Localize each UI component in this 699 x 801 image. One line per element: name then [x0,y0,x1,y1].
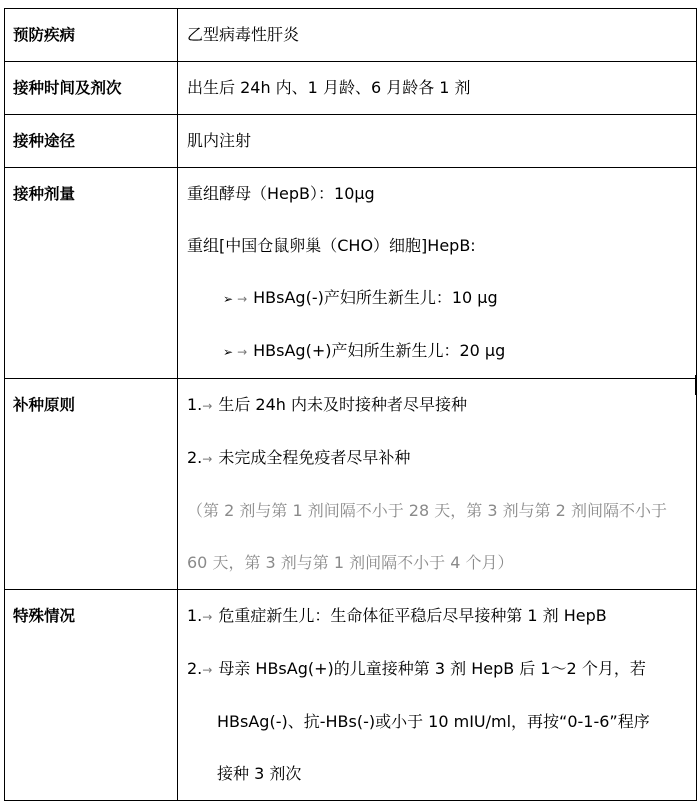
table-row [5,168,697,379]
row-label [5,62,178,115]
item-number: 2. [187,448,203,467]
label-prevent-disease: 预防疾病 [13,26,76,44]
special-item-1 [187,590,696,643]
catchup-item-1 [187,379,696,432]
row-value [178,62,697,115]
catchup-item-2 [187,432,696,485]
tab-mark-icon: → [202,452,213,466]
catchup-note-line-1: （第 2 剂与第 1 剂间隔不小于 28 天，第 3 剂与第 2 剂间隔不小于 [187,501,667,520]
arrow-bullet-icon: ➢ [223,292,234,306]
tab-mark-icon: → [202,663,213,677]
tab-mark-icon: → [237,345,248,359]
arrow-bullet-icon: ➢ [223,345,234,359]
text-cursor [695,375,697,395]
table-row [5,379,697,590]
table-row [5,115,697,168]
dose-cho: 重组[中国仓鼠卵巢（CHO）细胞]HepB: [187,236,476,255]
row-label [5,379,178,590]
row-label [5,115,178,168]
catchup-note-line-2: 60 天，第 3 剂与第 1 剂间隔不小于 4 个月） [187,553,514,572]
dose-yeast: 重组酵母（HepB）：10μg [187,184,375,203]
dose-bullet-negative [187,272,696,325]
item-number: 2. [187,659,203,678]
row-value [178,168,697,379]
item-number: 1. [187,606,203,625]
dose-bullet-positive [187,325,696,378]
special-item-2-line-2: HBsAg(-)、抗-HBs(-)或小于 10 mIU/ml，再按“0-1-6”程序 [217,712,650,731]
dose-bullet-negative-text: HBsAg(-)产妇所生新生儿：10 μg [253,288,498,307]
table-row [5,590,697,801]
special-item-2-line-1: 母亲 HBsAg(+)的儿童接种第 3 剂 HepB 后 1～2 个月，若 [218,659,646,678]
row-value [178,9,697,62]
catchup-item-1-text: 生后 24h 内未及时接种者尽早接种 [218,395,468,414]
value-route: 肌内注射 [187,131,252,150]
table-row [5,62,697,115]
value-schedule: 出生后 24h 内、1 月龄、6 月龄各 1 剂 [187,78,471,97]
label-catchup: 补种原则 [13,396,76,414]
tab-mark-icon: → [202,399,213,413]
row-value [178,590,697,801]
special-item-1-text: 危重症新生儿：生命体征平稳后尽早接种第 1 剂 HepB [218,606,607,625]
special-item-2-line-3: 接种 3 剂次 [217,764,302,783]
table-row [5,9,697,62]
dose-bullet-positive-text: HBsAg(+)产妇所生新生儿：20 μg [253,341,506,360]
row-value [178,379,697,590]
item-number: 1. [187,395,203,414]
label-route: 接种途径 [13,132,76,150]
tab-mark-icon: → [237,292,248,306]
row-label [5,9,178,62]
vaccine-info-table [4,8,697,801]
tab-mark-icon: → [202,610,213,624]
label-special: 特殊情况 [13,607,76,625]
label-schedule: 接种时间及剂次 [13,79,122,97]
row-label [5,590,178,801]
special-item-2 [187,643,696,696]
catchup-item-2-text: 未完成全程免疫者尽早补种 [218,448,411,467]
label-dose: 接种剂量 [13,185,76,203]
value-prevent-disease: 乙型病毒性肝炎 [187,25,300,44]
row-value [178,115,697,168]
row-label [5,168,178,379]
